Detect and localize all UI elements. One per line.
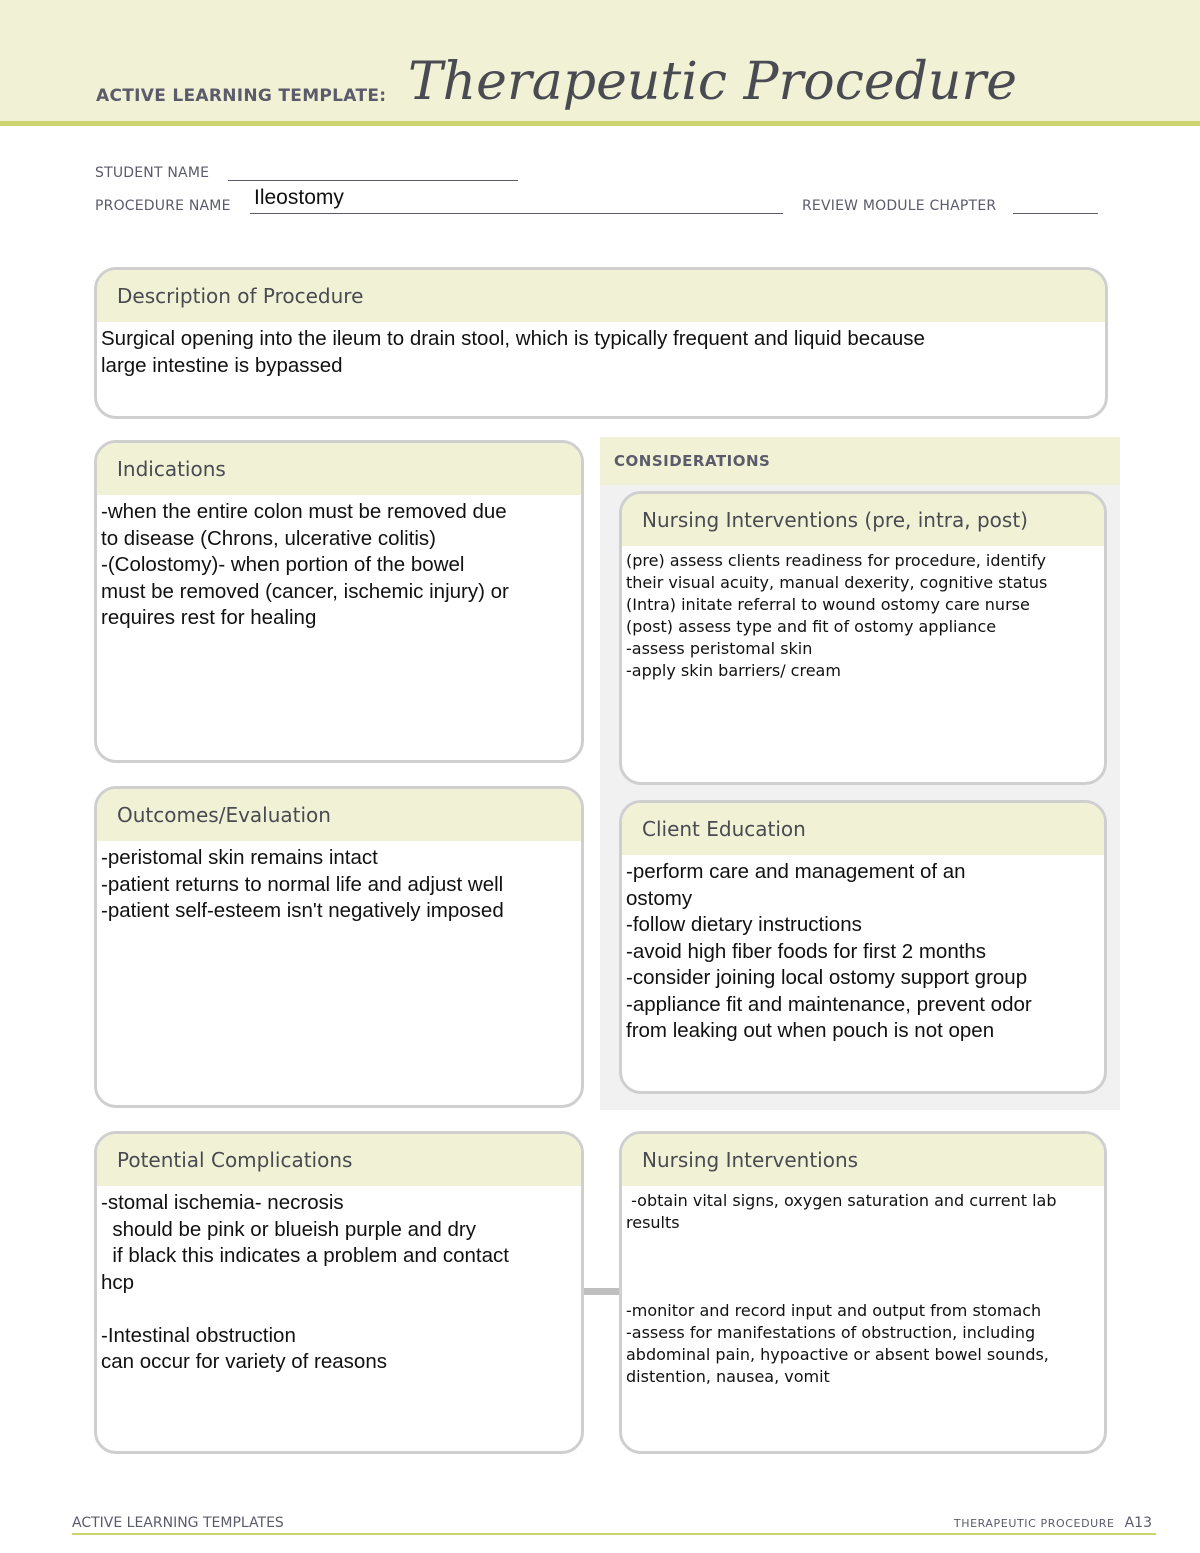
client-education-box [619,800,1107,1094]
nursing-interventions-title: Nursing Interventions [622,1134,1104,1186]
footer-right [954,1515,1152,1531]
box-connector [582,1288,622,1295]
student-name-label: STUDENT NAME [95,165,210,181]
client-education-title: Client Education [622,803,1104,855]
nursing-interventions-pip-box [619,491,1107,785]
procedure-name-label: PROCEDURE NAME [95,198,231,214]
considerations-title: CONSIDERATIONS [600,437,1120,485]
procedure-name-line [250,213,783,214]
page-title: Therapeutic Procedure [408,52,1017,112]
indications-title: Indications [97,443,581,495]
description-title: Description of Procedure [97,270,1105,322]
outcomes-box [94,786,584,1108]
footer-rule [72,1533,1156,1535]
description-text[interactable]: Surgical opening into the ileum to drain stool, which is typically frequent and liquid because large intestine is bypassed [101,327,925,377]
nursing-interventions-text[interactable]: -obtain vital signs, oxygen saturation and current lab results -monitor and record input and output from stomach -assess for manifestations of obstruction, including abdominal pain, hypoactive or absent bowel sounds, distention, nausea, vomit [626,1191,1057,1386]
review-module-label: REVIEW MODULE CHAPTER [802,198,997,214]
review-module-line [1013,213,1098,214]
procedure-name-field[interactable]: Ileostomy [254,186,344,209]
header-rule [0,121,1200,126]
footer-section-label: THERAPEUTIC PROCEDURE [953,1517,1115,1530]
nursing-interventions-pip-title: Nursing Interventions (pre, intra, post) [622,494,1104,546]
client-education-text[interactable]: -perform care and management of an ostomy -follow dietary instructions -avoid high fiber foods for first 2 months -consider joining local ostomy support group -appliance fit and maintenance, prevent odor from leaking out when pouch is not open [626,860,1032,1042]
indications-box [94,440,584,763]
complications-title: Potential Complications [97,1134,581,1186]
nursing-interventions-box [619,1131,1107,1454]
complications-text[interactable]: -stomal ischemia- necrosis should be pink or blueish purple and dry if black this indicates a problem and contact hcp -Intestinal obstruction can occur for variety of reasons [101,1191,509,1373]
student-name-line [228,180,518,181]
indications-text[interactable]: -when the entire colon must be removed due to disease (Chrons, ulcerative colitis) -(Colostomy)- when portion of the bowel must be removed (cancer, ischemic injury) or requires rest for healing [101,500,509,629]
description-box [94,267,1108,419]
nursing-interventions-pip-text[interactable]: (pre) assess clients readiness for procedure, identify their visual acuity, manual dexerity, cognitive status (Intra) initate referral to wound ostomy care nurse (post) assess type and fit of ostomy appliance -assess peristomal skin -apply skin barriers/ cream [626,551,1048,680]
footer-left: ACTIVE LEARNING TEMPLATES [72,1515,284,1531]
page-number: A13 [1124,1515,1152,1531]
outcomes-title: Outcomes/Evaluation [97,789,581,841]
complications-box [94,1131,584,1454]
template-label: ACTIVE LEARNING TEMPLATE: [96,86,387,106]
outcomes-text[interactable]: -peristomal skin remains intact -patient returns to normal life and adjust well -patient self-esteem isn't negatively imposed [101,846,504,922]
